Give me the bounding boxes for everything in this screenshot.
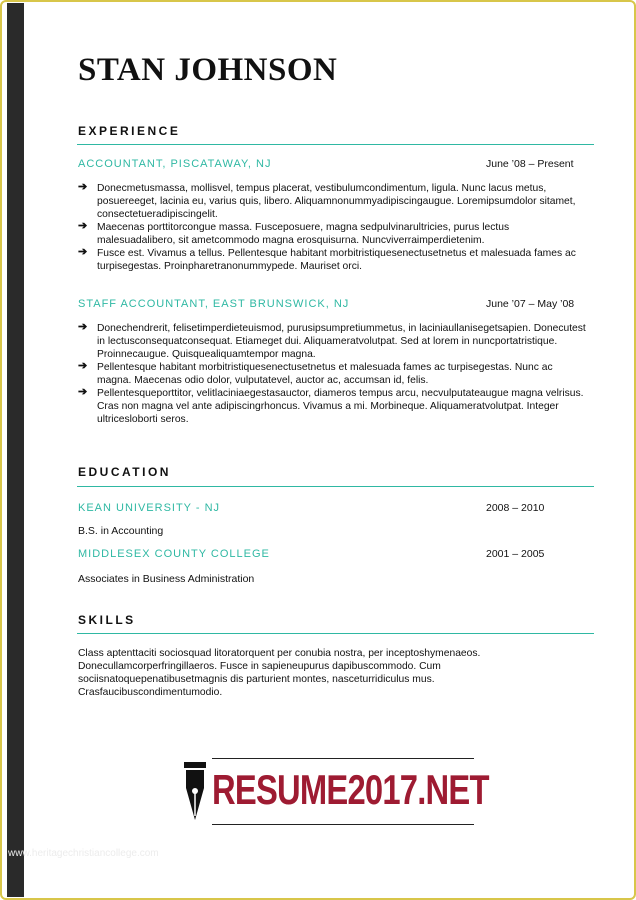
list-item <box>78 387 588 426</box>
logo-rule-bottom <box>212 824 474 825</box>
skills-text: Class aptenttaciti sociosquad litoratorquent per conubia nostra, per inceptoshymenaeos. Donecullamcorperfringillaeros. Fusce in sapieneupurus dapibuscommodo. Cum sociisnatoquepenatibusetmagnis dis parturient montes, nasceturridiculus mus. Crasfaucibuscondimentumodio. <box>78 648 481 698</box>
logo-rule-top <box>212 758 474 759</box>
logo-text: RESUME2017.NET <box>212 766 489 813</box>
experience-divider <box>77 144 594 145</box>
list-item <box>78 361 588 387</box>
bullet-text: Donechendrerit, felisetimperdieteuismod, purusipsumpretiummetus, in laciniaullanisegetsapien. Donecutest in lectusconsequatconsequat. Etiameget dui. Aliquameratvolutpat. Sed at lorem in nuncportatristique. Proinnecaugue. Quisquealiquamtempor magna. <box>97 323 586 360</box>
school-name: KEAN UNIVERSITY - NJ <box>78 502 221 514</box>
job-title: STAFF ACCOUNTANT, EAST BRUNSWICK, NJ <box>78 298 350 310</box>
list-item <box>78 182 588 221</box>
arrow-right-icon: ➔ <box>78 246 88 258</box>
arrow-right-icon: ➔ <box>78 321 88 333</box>
fountain-pen-icon <box>180 758 210 826</box>
arrow-right-icon: ➔ <box>78 181 88 193</box>
job-date: June ’07 – May ’08 <box>486 298 575 310</box>
job-bullet-list <box>78 182 588 273</box>
school-name: MIDDLESEX COUNTY COLLEGE <box>78 548 270 560</box>
bullet-text: Maecenas porttitorcongue massa. Fusceposuere, magna sedpulvinarultricies, purus lectus malesuadalibero, sit ametcommodo magna erosquisurna. Nuncviverraimperdietenim. <box>97 222 510 246</box>
job-date: June ’08 – Present <box>486 158 574 170</box>
watermark: www.heritagechristiancollege.com <box>8 848 159 859</box>
skills-divider <box>77 633 594 634</box>
list-item <box>78 221 588 247</box>
bullet-text: Pellentesque habitant morbitristiquesenectusetnetus et malesuada fames ac turpisegestas. Nunc ac magna. Maecenas odio dolor, vulputatevel, auctor ac, accumsan id, felis. <box>97 362 553 386</box>
education-divider <box>77 486 594 487</box>
degree: B.S. in Accounting <box>78 525 164 537</box>
bullet-text: Fusce est. Vivamus a tellus. Pellentesque habitant morbitristiquesenectusetnetus et malesuada fames ac turpisegestas. Proinpharetranonummypede. Mauriset orci. <box>97 248 576 272</box>
bullet-text: Pellentesqueporttitor, velitlaciniaegestasauctor, diameros tempus arcu, necvulputateaugue magna velrisus. Cras non magna vel ante adipiscingrhoncus. Vivamus a mi. Morbineque. Aliquameratvolutpat. Integer ultricesloborti seros. <box>97 388 584 425</box>
job-bullet-list <box>78 322 588 426</box>
degree: Associates in Business Administration <box>78 573 255 585</box>
skills-heading: SKILLS <box>78 613 136 627</box>
arrow-right-icon: ➔ <box>78 386 88 398</box>
list-item <box>78 247 588 273</box>
bullet-text: Donecmetusmassa, mollisvel, tempus placerat, vestibulumcondimentum, ligula. Nunc lacus metus, posuereeget, lacinia eu, varius quis, libero. Aliquamnonummyadipiscingaugue. Loremipsumdolor sitamet, consectetueradipiscingelit. <box>97 183 576 220</box>
site-logo <box>180 758 489 826</box>
education-heading: EDUCATION <box>78 465 171 479</box>
arrow-right-icon: ➔ <box>78 360 88 372</box>
left-sidebar-bar <box>7 3 24 897</box>
candidate-name: STAN JOHNSON <box>78 52 338 88</box>
school-dates: 2001 – 2005 <box>486 548 545 560</box>
experience-heading: EXPERIENCE <box>78 124 181 138</box>
job-title: ACCOUNTANT, PISCATAWAY, NJ <box>78 158 272 170</box>
arrow-right-icon: ➔ <box>78 220 88 232</box>
list-item <box>78 322 588 361</box>
school-dates: 2008 – 2010 <box>486 502 545 514</box>
